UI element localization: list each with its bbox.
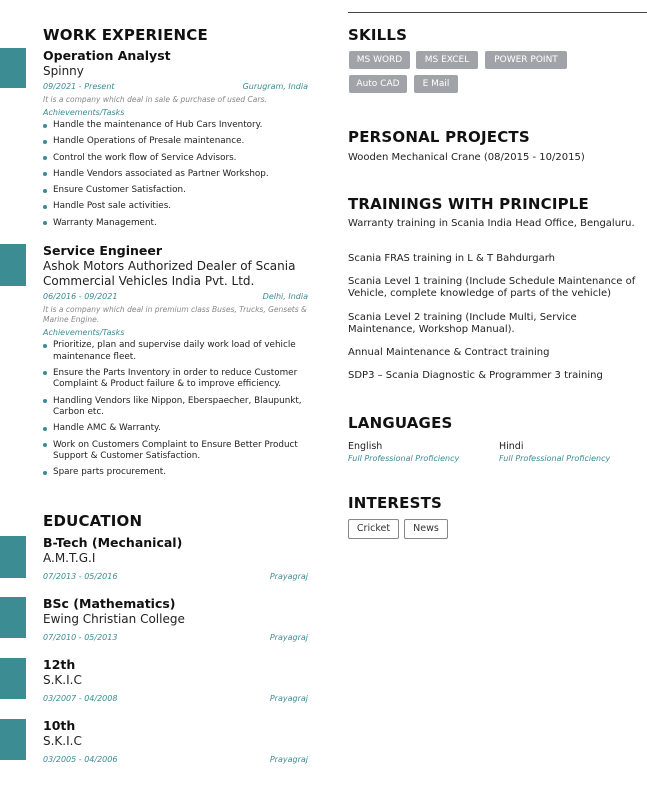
school-name: S.K.I.C [43,673,82,687]
task-item: Work on Customers Complaint to Ensure Better Product Support & Customer Satisfaction. [43,440,308,463]
language-level: Full Professional Proficiency [348,454,460,463]
company-description: It is a company which deal in premium class Buses, Trucks, Gensets & Marine Engine. [43,305,307,324]
task-item: Handle AMC & Warranty. [43,423,308,435]
job-location: Delhi, India [262,292,308,301]
degree-title: BSc (Mathematics) [43,596,176,611]
training-item: Scania FRAS training in L & T Bahdurgarh [348,253,555,264]
education-entry [43,596,308,644]
job-title: Operation Analyst [43,48,171,63]
personal-projects-heading: PERSONAL PROJECTS [348,128,530,146]
skill-chip: E Mail [414,75,458,93]
task-item: Warranty Management. [43,218,308,230]
work-experience-heading: WORK EXPERIENCE [43,26,208,44]
language-level: Full Professional Proficiency [499,454,611,463]
school-name: A.M.T.G.I [43,551,96,565]
education-entry [43,657,308,705]
achievements-label: Achievements/Tasks [43,328,125,337]
task-item: Spare parts procurement. [43,467,308,479]
training-item: Scania Level 2 training (Include Multi, Service Maintenance, Workshop Manual). [348,312,577,335]
task-item: Control the work flow of Service Advisors. [43,153,308,165]
education-location: Prayagraj [269,755,308,764]
task-item: Handle Vendors associated as Partner Workshop. [43,169,308,181]
task-item: Handling Vendors like Nippon, Eberspaecher, Blaupunkt, Carbon etc. [43,396,308,419]
job-title: Service Engineer [43,243,163,258]
task-item: Ensure Customer Satisfaction. [43,185,308,197]
interests-heading: INTERESTS [348,494,443,512]
skill-chip: POWER POINT [485,51,567,69]
job-marker [0,48,26,88]
education-entry [43,535,308,583]
task-item: Ensure the Parts Inventory in order to reduce Customer Complaint & Product failure & to improve efficiency. [43,368,308,391]
company-name: Ashok Motors Authorized Dealer of Scania Commercial Vehicles India Pvt. Ltd. [43,259,296,288]
education-marker [0,597,26,638]
education-location: Prayagraj [269,572,308,581]
degree-title: 10th [43,718,76,733]
education-heading: EDUCATION [43,512,143,530]
skill-chip: Auto CAD [349,75,407,93]
task-list [43,120,308,229]
education-entry [43,718,308,766]
degree-title: 12th [43,657,76,672]
job-marker [0,244,26,286]
job-dates: 09/2021 - Present [43,82,115,91]
training-item: SDP3 – Scania Diagnostic & Programmer 3 training [348,370,603,381]
achievements-label: Achievements/Tasks [43,108,125,117]
education-location: Prayagraj [269,633,308,642]
school-name: Ewing Christian College [43,612,185,626]
task-item: Handle Operations of Presale maintenance. [43,136,308,148]
task-item: Handle Post sale activities. [43,201,308,213]
job-entry [43,243,308,484]
project-item: Wooden Mechanical Crane (08/2015 - 10/2015) [348,152,585,163]
trainings-heading: TRAININGS WITH PRINCIPLE [348,195,589,213]
task-item: Prioritize, plan and supervise daily work load of vehicle maintenance fleet. [43,340,308,363]
languages-heading: LANGUAGES [348,414,453,432]
education-dates: 07/2013 - 05/2016 [43,572,118,581]
degree-title: B-Tech (Mechanical) [43,535,183,550]
training-item: Annual Maintenance & Contract training [348,347,550,358]
interest-chip: Cricket [348,519,399,539]
company-name: Spinny [43,64,84,78]
task-list [43,340,308,479]
education-marker [0,536,26,578]
education-location: Prayagraj [269,694,308,703]
school-name: S.K.I.C [43,734,82,748]
training-item: Scania Level 1 training (Include Schedule Maintenance of Vehicle, complete knowledge of parts of the vehicle) [348,276,636,299]
education-marker [0,719,26,760]
education-marker [0,658,26,699]
skills-heading: SKILLS [348,26,408,44]
skill-chip: MS EXCEL [416,51,478,69]
education-dates: 03/2007 - 04/2008 [43,694,118,703]
skill-chip: MS WORD [349,51,410,69]
top-divider [348,12,647,13]
language-name: English [348,441,383,452]
job-entry [43,48,308,234]
task-item: Handle the maintenance of Hub Cars Inventory. [43,120,308,132]
company-description: It is a company which deal in sale & purchase of used Cars. [43,95,267,104]
job-location: Gurugram, India [242,82,308,91]
training-item: Warranty training in Scania India Head Office, Bengaluru. [348,218,635,229]
interest-chip: News [404,519,448,539]
job-dates: 06/2016 - 09/2021 [43,292,118,301]
language-name: Hindi [499,441,524,452]
education-dates: 03/2005 - 04/2006 [43,755,118,764]
education-dates: 07/2010 - 05/2013 [43,633,118,642]
